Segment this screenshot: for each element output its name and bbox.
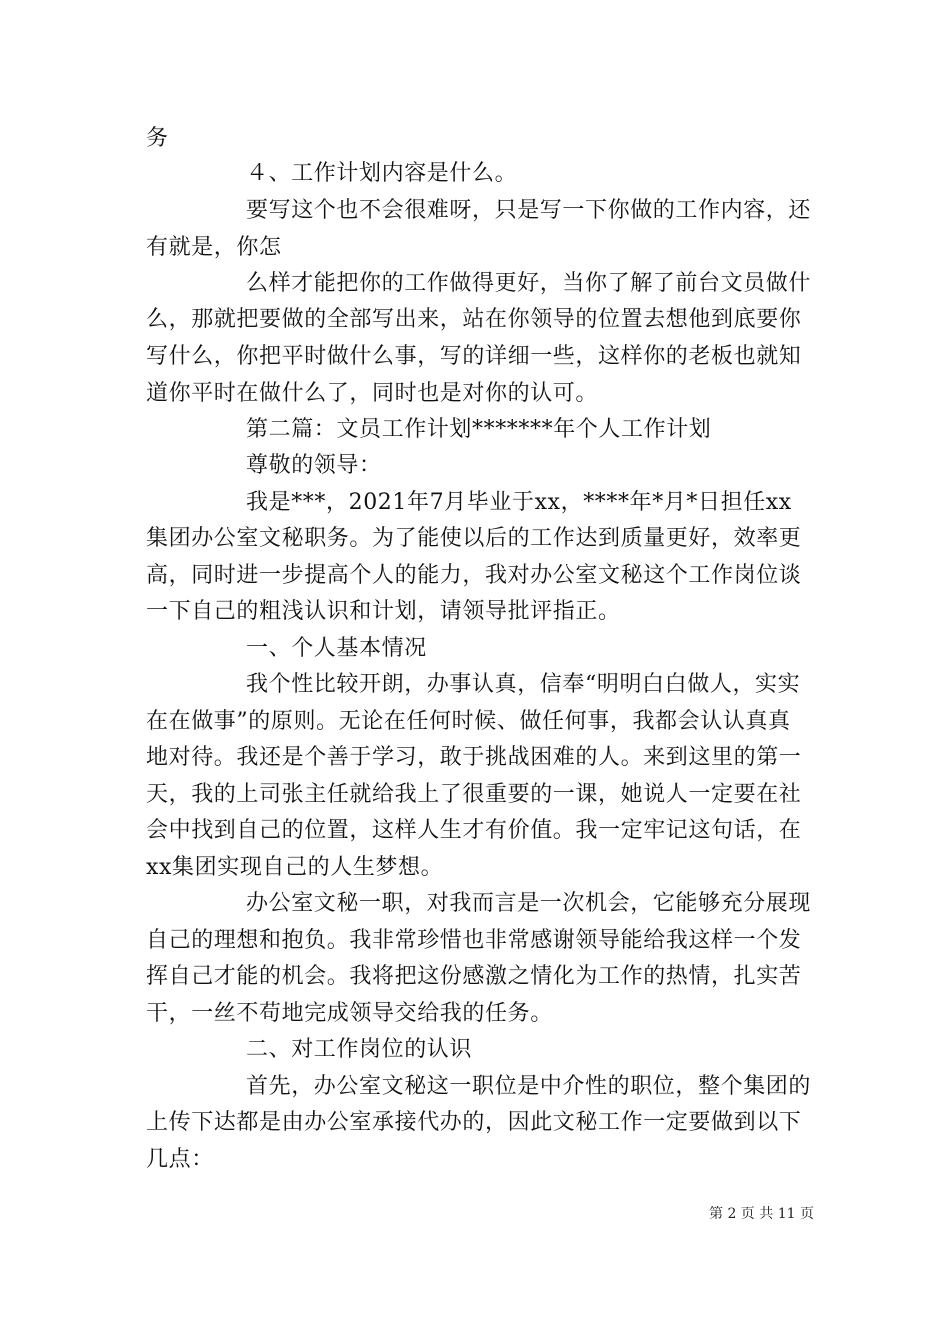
text-line: 务 [146, 126, 169, 151]
text-line: 一下自己的粗浅认识和计划，请领导批评指正。 [146, 599, 621, 624]
text-line: 几点： [146, 1147, 214, 1172]
text-line: 会中找到自己的位置，这样人生才有价值。我一定牢记这句话，在 [146, 818, 802, 843]
text-line: 道你平时在做什么了，同时也是对你的认可。 [146, 381, 599, 406]
text-line: ４、工作计划内容是什么。 [246, 161, 518, 186]
text-line: 有就是，你怎 [146, 235, 282, 260]
text-line: 高，同时进一步提高个人的能力，我对办公室文秘这个工作岗位谈 [146, 563, 802, 588]
text-line: 我个性比较开朗，办事认真，信奉“明明白白做人，实实 [246, 672, 801, 697]
text-line: 在在做事”的原则。无论在任何时候、做任何事，我都会认认真真 [146, 709, 791, 734]
text-line: 要写这个也不会很难呀，只是写一下你做的工作内容，还 [246, 198, 812, 223]
text-line: 上传下达都是由办公室承接代办的，因此文秘工作一定要做到以下 [146, 1110, 802, 1135]
section-heading: 第二篇：文员工作计划*******年个人工作计划 [246, 417, 712, 442]
text-line: 自己的理想和抱负。我非常珍惜也非常感谢领导能给我这样一个发 [146, 928, 802, 953]
salutation: 尊敬的领导： [246, 453, 382, 478]
text-line: 办公室文秘一职，对我而言是一次机会，它能够充分展现 [246, 891, 812, 916]
text-line: 么，那就把要做的全部写出来，站在你领导的位置去想他到底要你 [146, 307, 802, 332]
section-heading: 二、对工作岗位的认识 [246, 1037, 473, 1062]
text-line: 我是***，2021年7月毕业于xx，****年*月*日担任xx [246, 490, 792, 515]
text-line: xx集团实现自己的人生梦想。 [146, 855, 444, 880]
text-line: 天，我的上司张主任就给我上了很重要的一课，她说人一定要在社 [146, 782, 802, 807]
text-line: 首先，办公室文秘这一职位是中介性的职位，整个集团的 [246, 1074, 812, 1099]
text-line: 集团办公室文秘职务。为了能使以后的工作达到质量更好，效率更 [146, 526, 802, 551]
text-line: 么样才能把你的工作做得更好，当你了解了前台文员做什 [246, 271, 812, 296]
text-line: 写什么，你把平时做什么事，写的详细一些，这样你的老板也就知 [146, 344, 802, 369]
text-line: 地对待。我还是个善于学习，敢于挑战困难的人。来到这里的第一 [146, 745, 802, 770]
text-line: 干，一丝不苟地完成领导交给我的任务。 [146, 1001, 553, 1026]
section-heading: 一、个人基本情况 [246, 636, 427, 661]
page-number: 第 2 页 共 11 页 [709, 1206, 814, 1222]
text-line: 挥自己才能的机会。我将把这份感激之情化为工作的热情，扎实苦 [146, 964, 802, 989]
